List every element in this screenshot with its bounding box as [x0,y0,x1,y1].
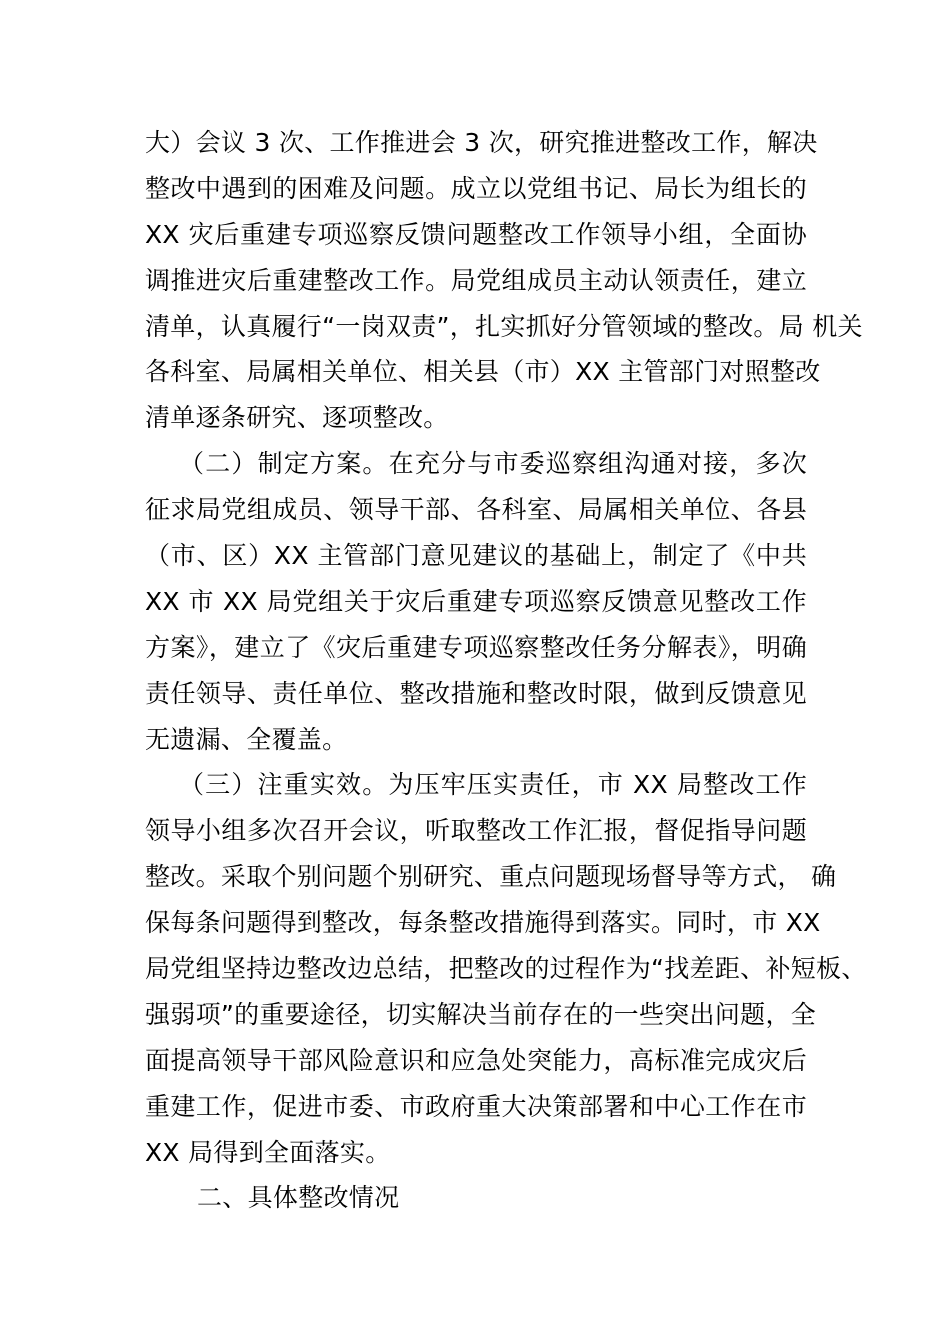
text-line: 征求局党组成员、领导干部、各科室、局属相关单位、各县 [145,495,807,525]
paragraph [145,766,867,1179]
text-line: 各科室、局属相关单位、相关县（市）XX 主管部门对照整改 [145,357,821,387]
text-line: （三）注重实效。为压牢压实责任，市 XX 局整改工作 [179,770,807,800]
paragraph [145,445,807,766]
text-line: 强弱项”的重要途径，切实解决当前存在的一些突出问题，全 [145,999,817,1029]
text-line: 领导小组多次召开会议，听取整改工作汇报，督促指导问题 [145,816,807,846]
text-line: 整改中遇到的困难及问题。成立以党组书记、局长为组长的 [145,173,807,203]
section-heading: 二、具体整改情况 [197,1183,400,1213]
document-page [145,124,867,1225]
text-line: 整改。采取个别问题个别研究、重点问题现场督导等方式， 确 [145,862,837,892]
text-line: 重建工作，促进市委、市政府重大决策部署和中心工作在市 [145,1091,807,1121]
text-line: 方案》，建立了《灾后重建专项巡察整改任务分解表》，明确 [145,632,807,662]
text-line: XX 灾后重建专项巡察反馈问题整改工作领导小组，全面协 [145,219,807,249]
text-line: 责任领导、责任单位、整改措施和整改时限，做到反馈意见 [145,678,807,708]
text-line: XX 市 XX 局党组关于灾后重建专项巡察反馈意见整改工作 [145,586,807,616]
text-line: 局党组坚持边整改边总结，把整改的过程作为“找差距、补短板、 [145,954,867,984]
text-line: （二）制定方案。在充分与市委巡察组沟通对接，多次 [179,449,807,479]
paragraph [145,124,863,445]
text-line: 清单逐条研究、逐项整改。 [145,403,449,433]
text-line: 面提高领导干部风险意识和应急处突能力，高标准完成灾后 [145,1045,807,1075]
text-line: 保每条问题得到整改，每条整改措施得到落实。同时，市 XX [145,908,821,938]
text-line: （市、区）XX 主管部门意见建议的基础上，制定了《中共 [145,541,807,571]
text-line: 无遗漏、全覆盖。 [145,724,348,754]
text-line: 大）会议 3 次、工作推进会 3 次，研究推进整改工作，解决 [145,128,818,157]
text-line: XX 局得到全面落实。 [145,1137,391,1167]
text-line: 清单，认真履行“一岗双责”，扎实抓好分管领域的整改。局 机关 [145,311,863,341]
text-line: 调推进灾后重建整改工作。局党组成员主动认领责任，建立 [145,265,807,295]
